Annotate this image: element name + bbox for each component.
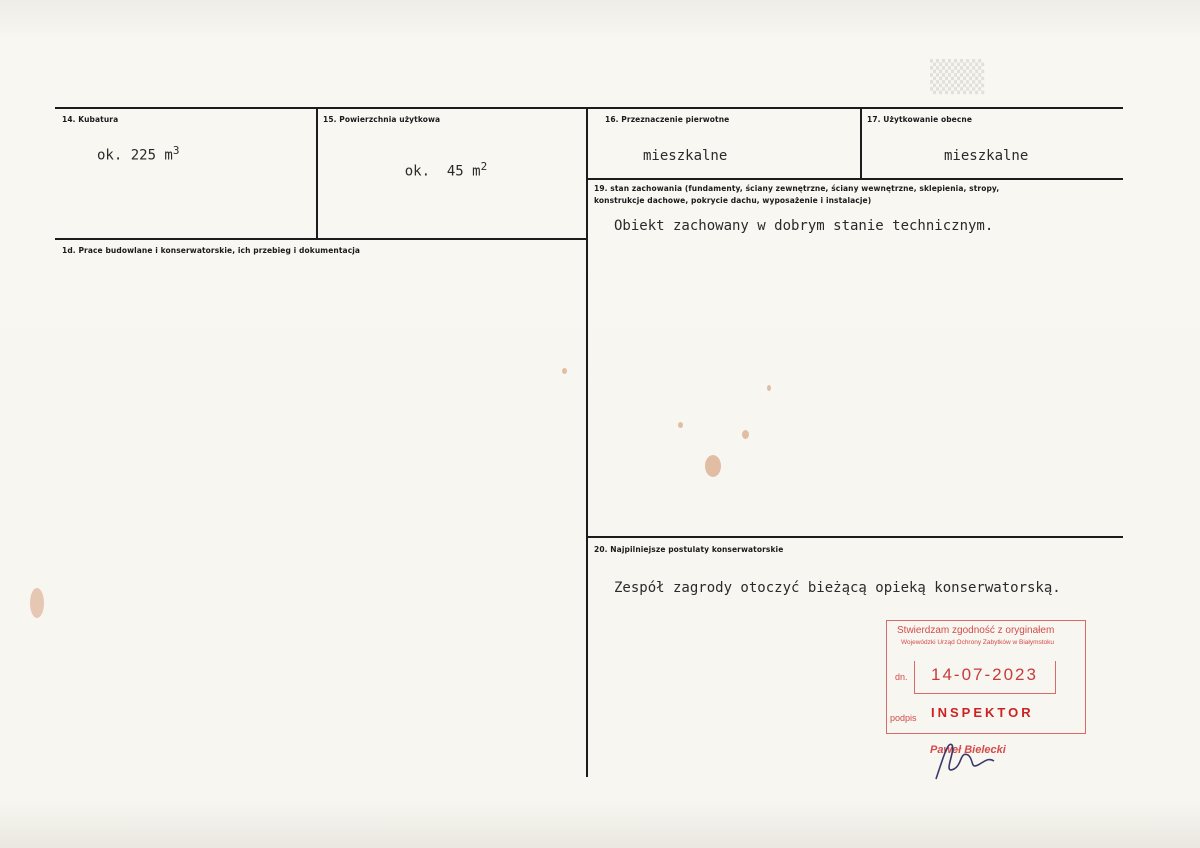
- rule-row2-right: [587, 178, 1123, 180]
- field-19-label-line2: konstrukcje dachowe, pokrycie dachu, wyposażenie i instalacje): [594, 196, 872, 205]
- stain: [705, 455, 721, 477]
- rule-v2: [586, 107, 588, 777]
- stain: [767, 385, 771, 391]
- field-14-value: [97, 144, 179, 164]
- certification-stamp: [886, 620, 1086, 734]
- rule-v3: [860, 107, 862, 179]
- stamp-date-prefix: dn.: [895, 672, 908, 682]
- field-14-label: 14. Kubatura: [62, 115, 119, 124]
- stamp-role: INSPEKTOR: [931, 705, 1034, 720]
- field-15-value-text: ok. 45 m: [404, 163, 481, 180]
- signature-icon: [930, 735, 1000, 785]
- stain: [30, 588, 44, 618]
- field-20-value: Zespół zagrody otoczyć bieżącą opieką konserwatorską.: [614, 580, 1061, 596]
- field-20-label: 20. Najpilniejsze postulaty konserwatorskie: [594, 545, 784, 554]
- bleed-through-text: ▒▒▒: [930, 60, 985, 95]
- field-15-value-sup: 2: [480, 160, 488, 173]
- stain: [562, 368, 567, 374]
- inspector-name: Paweł Bielecki: [930, 744, 1006, 756]
- stamp-date: 14-07-2023: [931, 665, 1038, 684]
- stamp-signature-prefix: podpis: [890, 713, 917, 723]
- rule-row3-right: [587, 536, 1123, 538]
- field-19-label-line1: 19. stan zachowania (fundamenty, ściany zewnętrzne, ściany wewnętrzne, sklepienia, stropy,: [594, 184, 1000, 193]
- rule-v1: [316, 107, 318, 239]
- stamp-subtitle: Wojewódzki Urząd Ochrony Zabytków w Białymstoku: [901, 639, 1055, 646]
- stamp-title: Stwierdzam zgodność z oryginałem: [897, 625, 1055, 636]
- stain: [742, 430, 749, 439]
- rule-row2-left: [55, 238, 587, 240]
- field-15-value: [371, 144, 487, 196]
- field-17-value: mieszkalne: [944, 148, 1029, 164]
- rule-top: [55, 107, 1123, 109]
- field-16-value: mieszkalne: [643, 148, 728, 164]
- field-16-label: 16. Przeznaczenie pierwotne: [605, 115, 730, 124]
- field-14-value-text: ok. 225 m: [97, 147, 173, 164]
- stain: [678, 422, 683, 428]
- field-18-label: 1d. Prace budowlane i konserwatorskie, ich przebieg i dokumentacja: [62, 246, 361, 255]
- field-19-value: Obiekt zachowany w dobrym stanie technicznym.: [614, 218, 994, 234]
- field-17-label: 17. Użytkowanie obecne: [867, 115, 973, 124]
- field-14-value-sup: 3: [172, 144, 180, 157]
- field-15-label: 15. Powierzchnia użytkowa: [323, 115, 441, 124]
